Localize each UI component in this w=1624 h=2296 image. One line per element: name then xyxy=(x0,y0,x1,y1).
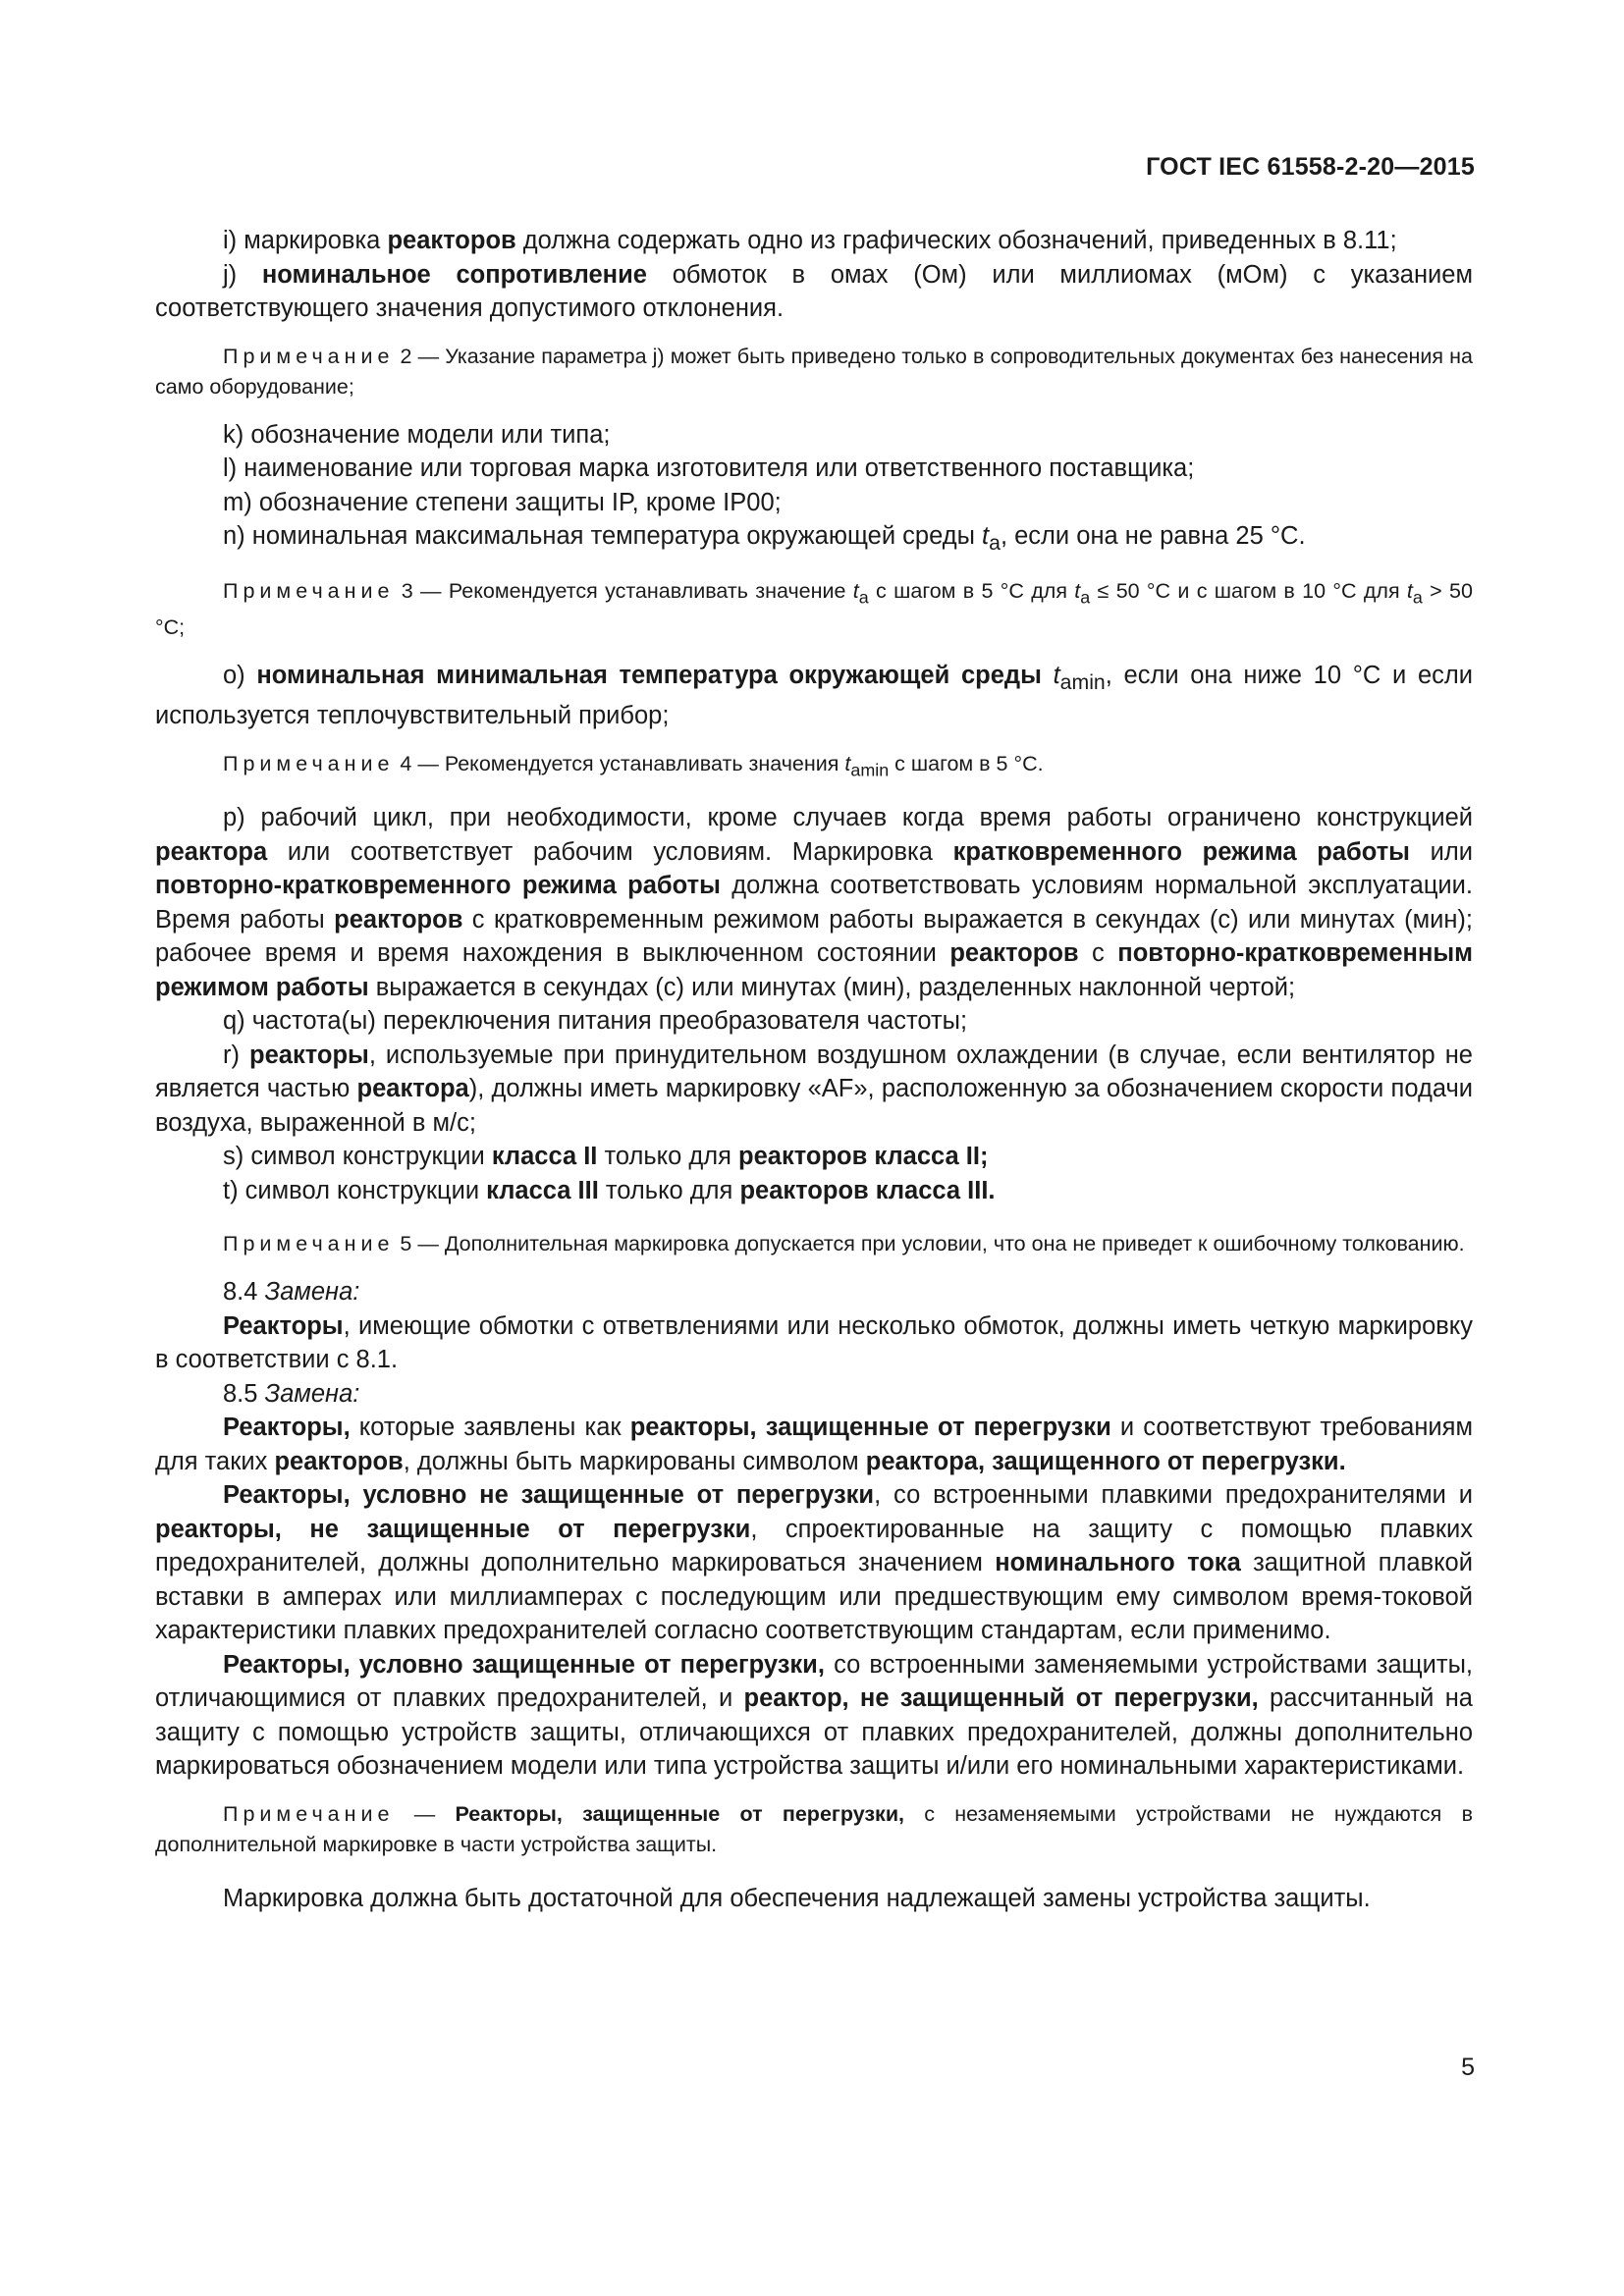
note-3: Примечание 3 — Рекомендуется устанавливать значение $t_a$ с шагом в 5 °C для $t_a \le 50$ °C и с шагом в 10 °C для $t_a > 50$ °C; xyxy=(155,578,1473,639)
item-o: o) номинальная минимальная температура окружающей среды $t_{amin}$, если она ниже 10 °C и если используется теплочувствительный прибор; xyxy=(155,661,1473,730)
item-k: k) обозначение модели или типа; xyxy=(223,420,611,449)
note-5: Примечание 5 — Дополнительная маркировка допускается при условии, что она не приведет к ошибочному толкованию. xyxy=(223,1232,1465,1256)
item-t: t) символ конструкции класса III только для реакторов класса III. xyxy=(223,1176,996,1204)
section-8-5-heading: 8.5 Замена: xyxy=(223,1379,360,1408)
item-j: j) номинальное сопротивление обмоток в омах (Ом) или миллиомах (мОм) с указанием соответствующего значения допустимого отклонения. xyxy=(155,260,1473,322)
section-8-5-para-1: Реакторы, которые заявлены как реакторы, защищенные от перегрузки и соответствуют требованиям для таких реакторов, должны быть маркированы символом реактора, защищенного от перегрузки. xyxy=(155,1414,1473,1475)
document-header: ГОСТ IEC 61558-2-20—2015 xyxy=(1146,153,1475,181)
item-m: m) обозначение степени защиты IP, кроме IP00; xyxy=(223,488,782,516)
page-content xyxy=(155,224,1473,1915)
item-r: r) реакторы, используемые при принудительном воздушном охлаждении (в случае, если вентилятор не является частью реактора), должны иметь маркировку «AF», расположенную за обозначением скорости подачи воздуха, выраженной в м/с; xyxy=(155,1041,1473,1137)
section-8-5-note: Примечание — Реакторы, защищенные от перегрузки, с незаменяемыми устройствами не нуждаются в дополнительной маркировке в части устройства защиты. xyxy=(155,1801,1473,1856)
section-8-5-final: Маркировка должна быть достаточной для обеспечения надлежащей замены устройства защиты. xyxy=(223,1884,1371,1912)
section-8-5-para-2: Реакторы, условно не защищенные от перегрузки, со встроенными плавкими предохранителями и реакторы, не защищенные от перегрузки, спроектированные на защиту с помощью плавких предохранителей, должны дополнительно маркироваться значением номинального тока защитной плавкой вставки в амперах или миллиамперах с последующим или предшествующим ему символом время-токовой характеристики плавких предохранителей согласно соответствующим стандартам, если применимо. xyxy=(155,1481,1473,1645)
section-8-4-heading: 8.4 Замена: xyxy=(223,1278,360,1307)
item-n: n) номинальная максимальная температура окружающей среды $t_a$, если она не равна 25 °C. xyxy=(223,522,1306,556)
page-number: 5 xyxy=(1461,2054,1475,2081)
item-l: l) наименование или торговая марка изготовителя или ответственного поставщика; xyxy=(223,454,1195,482)
item-p: p) рабочий цикл, при необходимости, кроме случаев когда время работы ограничено конструкцией реактора или соответствует рабочим условиям. Маркировка кратковременного режима работы или повторно-кратковременного режима работы должна соответствовать условиям нормальной эксплуатации. Время работы реакторов с кратковременным режимом работы выражается в секундах (с) или минутах (мин); рабочее время и время нахождения в выключенном состоянии реакторов с повторно-кратковременным режимом работы выражается в секундах (с) или минутах (мин), разделенных наклонной чертой; xyxy=(155,804,1474,1001)
note-4: Примечание 4 — Рекомендуется устанавливать значения $t_{amin}$ с шагом в 5 °C. xyxy=(223,751,1044,780)
section-8-5-para-3: Реакторы, условно защищенные от перегрузки, со встроенными заменяемыми устройствами защиты, отличающимися от плавких предохранителей, и реактор, не защищенный от перегрузки, рассчитанный на защиту с помощью устройств защиты, отличающихся от плавких предохранителей, должны дополнительно маркироваться обозначением модели или типа устройства защиты и/или его номинальными характеристиками. xyxy=(155,1650,1473,1781)
item-s: s) символ конструкции класса II только для реакторов класса II; xyxy=(223,1143,989,1171)
note-2: Примечание 2 — Указание параметра j) может быть приведено только в сопроводительных документах без нанесения на само оборудование; xyxy=(155,344,1473,399)
item-i: i) маркировка реакторов должна содержать одно из графических обозначений, приведенных в 8.11; xyxy=(223,227,1397,254)
section-8-4-text: Реакторы, имеющие обмотки с ответвлениями или несколько обмоток, должны иметь четкую маркировку в соответствии с 8.1. xyxy=(155,1311,1473,1374)
item-q: q) частота(ы) переключения питания преобразователя частоты; xyxy=(223,1007,968,1036)
